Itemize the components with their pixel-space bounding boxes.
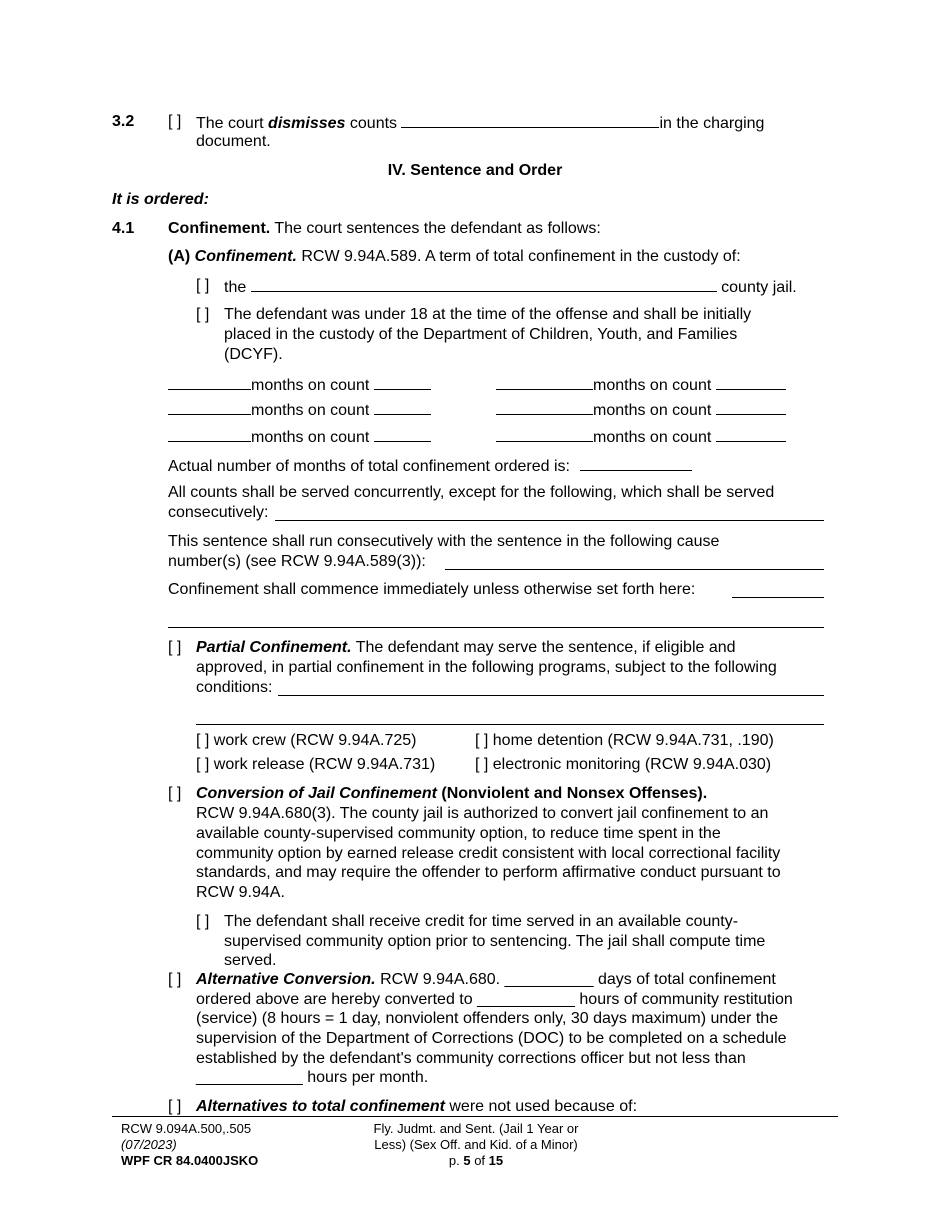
confinement-intro xyxy=(168,219,601,239)
dismiss-pre: The court xyxy=(196,115,264,132)
checkbox-credit[interactable]: [ ] xyxy=(196,913,210,930)
subsection-a-label: (A) xyxy=(168,248,191,265)
partial-conditions-field-2[interactable] xyxy=(196,724,824,725)
option-electronic-monitoring[interactable]: [ ] electronic monitoring (RCW 9.94A.030) xyxy=(475,756,772,773)
months-label: months on count xyxy=(593,377,712,394)
months-field[interactable] xyxy=(496,399,593,415)
dismiss-line xyxy=(196,112,764,134)
page-of: of xyxy=(474,1153,486,1168)
footer-title-1: Fly. Judmt. and Sent. (Jail 1 Year or xyxy=(373,1121,579,1136)
option-work-release[interactable]: [ ] work release (RCW 9.94A.731) xyxy=(196,756,436,773)
conversion-line-4: standards, and may require the offender to perform affirmative conduct pursuant to xyxy=(196,864,781,881)
months-label: months on count xyxy=(593,402,712,419)
consecutive-counts-field[interactable] xyxy=(275,520,824,521)
footer-form-number: WPF CR 84.0400JSKO xyxy=(121,1153,259,1168)
section-heading: IV. Sentence and Order xyxy=(387,162,563,179)
months-label: months on count xyxy=(251,377,370,394)
months-field[interactable] xyxy=(168,399,251,415)
dismiss-post: in the charging xyxy=(659,115,765,132)
months-label: months on count xyxy=(251,429,370,446)
months-field[interactable] xyxy=(168,426,251,442)
alt-line-1 xyxy=(196,970,776,990)
commence-line: Confinement shall commence immediately unless otherwise set forth here: xyxy=(168,581,696,598)
months-field[interactable] xyxy=(496,374,593,390)
count-field[interactable] xyxy=(374,426,431,442)
dismiss-mid: counts xyxy=(349,115,398,132)
it-is-ordered: It is ordered: xyxy=(112,191,209,208)
months-row xyxy=(496,374,786,396)
alternatives-title: Alternatives to total confinement xyxy=(196,1098,445,1115)
checkbox-3-2[interactable]: [ ] xyxy=(168,113,182,130)
count-field[interactable] xyxy=(716,374,786,390)
months-row xyxy=(168,399,431,421)
count-field[interactable] xyxy=(716,399,786,415)
page-total: 15 xyxy=(488,1153,504,1168)
page-prefix: p. xyxy=(448,1153,460,1168)
checkbox-county-jail[interactable]: [ ] xyxy=(196,277,210,294)
commence-field[interactable] xyxy=(732,597,824,598)
months-row xyxy=(496,399,786,421)
dcyf-line-2: placed in the custody of the Department of Children, Youth, and Families xyxy=(224,326,738,343)
section-number-3-2: 3.2 xyxy=(112,113,135,130)
count-field[interactable] xyxy=(716,426,786,442)
consec-line-2: number(s) (see RCW 9.94A.589(3)): xyxy=(168,553,426,570)
count-field[interactable] xyxy=(374,399,431,415)
months-label: months on count xyxy=(593,429,712,446)
footer-divider xyxy=(112,1116,838,1117)
option-work-crew[interactable]: [ ] work crew (RCW 9.94A.725) xyxy=(196,732,417,749)
alt-line-3: (service) (8 hours = 1 day, nonviolent offenders only, 30 days maximum) under the xyxy=(196,1010,779,1027)
alternatives-text: were not used because of: xyxy=(449,1098,638,1115)
months-field[interactable] xyxy=(496,426,593,442)
months-field[interactable] xyxy=(168,374,251,390)
checkbox-partial[interactable]: [ ] xyxy=(168,639,182,656)
footer-page-number xyxy=(352,1153,600,1169)
confinement-title: Confinement. xyxy=(168,220,271,237)
conversion-line-5: RCW 9.94A. xyxy=(196,884,285,901)
confinement-text: The court sentences the defendant as follows: xyxy=(274,220,601,237)
subsection-a-text: RCW 9.94A.589. A term of total confinement in the custody of: xyxy=(301,248,741,265)
county-jail-line xyxy=(224,276,797,298)
checkbox-conversion[interactable]: [ ] xyxy=(168,785,182,802)
page-current: 5 xyxy=(463,1153,471,1168)
months-row xyxy=(496,426,786,448)
dismiss-cont: document. xyxy=(196,133,271,150)
checkbox-alternatives[interactable]: [ ] xyxy=(168,1098,182,1115)
conversion-line-3: community option by earned release credit consistent with local correctional facility xyxy=(196,845,781,862)
alt-line-4: supervision of the Department of Corrections (DOC) to be completed on a schedule xyxy=(196,1030,787,1047)
alt-title: Alternative Conversion. xyxy=(196,971,376,988)
credit-line-1: The defendant shall receive credit for time served in an available county- xyxy=(224,913,739,930)
footer-date: (07/2023) xyxy=(121,1137,177,1152)
count-field[interactable] xyxy=(374,374,431,390)
dcyf-line-3: (DCYF). xyxy=(224,346,283,363)
credit-line-2: supervised community option prior to sentencing. The jail shall compute time xyxy=(224,933,766,950)
option-home-detention[interactable]: [ ] home detention (RCW 9.94A.731, .190) xyxy=(475,732,774,749)
alt-line-6: ____________ hours per month. xyxy=(196,1069,429,1086)
commence-field-2[interactable] xyxy=(168,627,824,628)
partial-line-1 xyxy=(196,638,736,658)
actual-months-label: Actual number of months of total confinement ordered is: xyxy=(168,458,570,475)
cause-number-field[interactable] xyxy=(445,569,824,570)
alternatives-line xyxy=(196,1097,637,1117)
partial-text-1: The defendant may serve the sentence, if eligible and xyxy=(355,639,736,656)
months-row xyxy=(168,374,431,396)
checkbox-alt-conversion[interactable]: [ ] xyxy=(168,971,182,988)
dismissed-counts-field[interactable] xyxy=(401,112,659,128)
months-label: months on count xyxy=(251,402,370,419)
conversion-title-2: (Nonviolent and Nonsex Offenses). xyxy=(441,785,708,802)
credit-line-3: served. xyxy=(224,952,277,969)
section-number-4-1: 4.1 xyxy=(112,220,135,237)
partial-title: Partial Confinement. xyxy=(196,639,352,656)
conversion-line-1: RCW 9.94A.680(3). The county jail is authorized to convert jail confinement to an xyxy=(196,805,769,822)
alt-line-5: established by the defendant's community corrections officer but not less than xyxy=(196,1050,746,1067)
concurrent-line-1: All counts shall be served concurrently, except for the following, which shall be served xyxy=(168,484,775,501)
actual-months-field[interactable] xyxy=(580,455,692,471)
alt-text-1: RCW 9.94A.680. __________ days of total confinement xyxy=(380,971,776,988)
county-jail-label: county jail. xyxy=(721,279,797,296)
county-name-field[interactable] xyxy=(251,276,717,292)
conversion-line-2: available county-supervised community option, to reduce time spent in the xyxy=(196,825,721,842)
county-jail-the: the xyxy=(224,279,247,296)
dcyf-line-1: The defendant was under 18 at the time of the offense and shall be initially xyxy=(224,306,752,323)
months-row xyxy=(168,426,431,448)
conversion-title: Conversion of Jail Confinement xyxy=(196,785,437,802)
conversion-title-line xyxy=(196,784,707,804)
consec-line-1: This sentence shall run consecutively with the sentence in the following cause xyxy=(168,533,720,550)
checkbox-dcyf[interactable]: [ ] xyxy=(196,306,210,323)
footer-title-2: Less) (Sex Off. and Kid. of a Minor) xyxy=(374,1137,578,1152)
alt-line-2: ordered above are hereby converted to ___________ hours of community restitution xyxy=(196,991,793,1008)
subsection-a xyxy=(168,247,741,267)
actual-months-line xyxy=(168,455,692,477)
partial-line-2: approved, in partial confinement in the following programs, subject to the following xyxy=(196,659,777,676)
footer-rcw: RCW 9.094A.500,.505 xyxy=(121,1121,252,1136)
partial-conditions-field[interactable] xyxy=(278,695,824,696)
subsection-a-title: Confinement. xyxy=(194,248,297,265)
concurrent-line-2: consecutively: xyxy=(168,504,269,521)
partial-line-3: conditions: xyxy=(196,679,273,696)
dismiss-em: dismisses xyxy=(268,115,346,132)
